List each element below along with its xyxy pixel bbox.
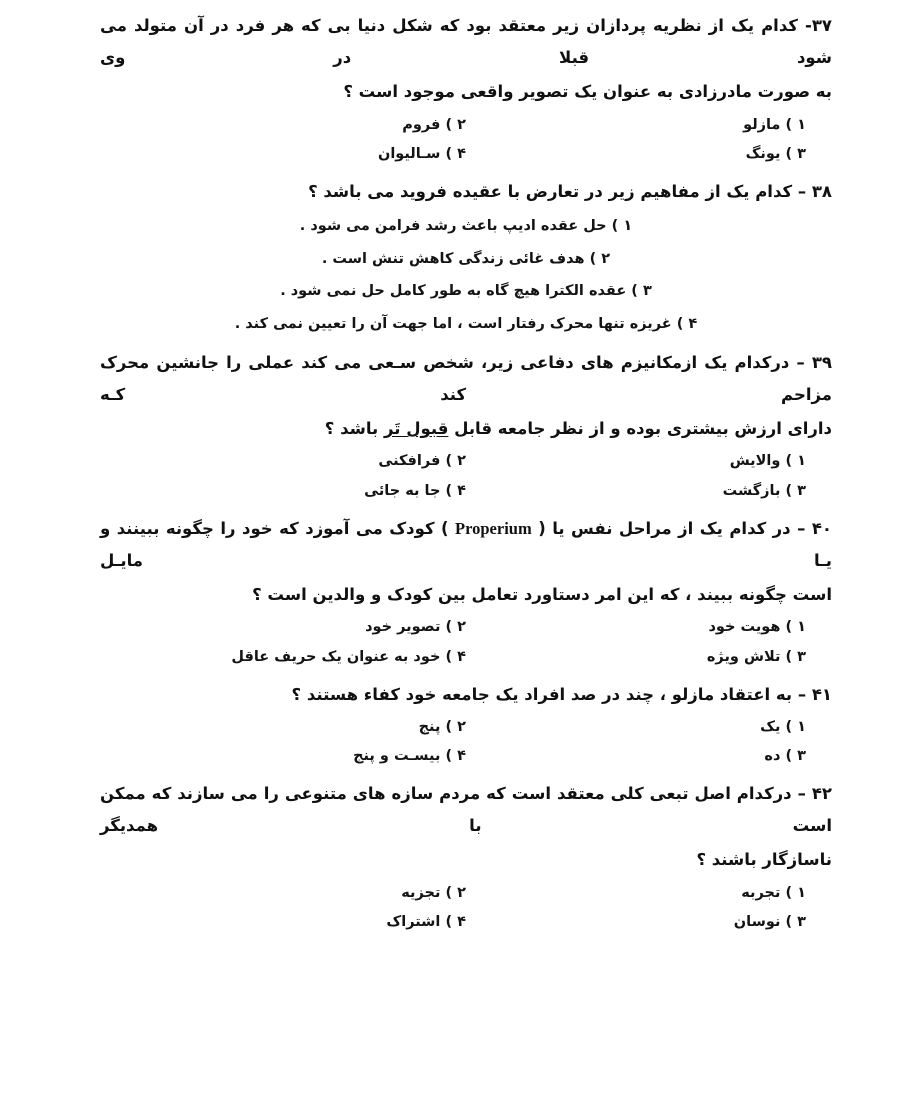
question-41-options (100, 713, 832, 772)
question-38-options (100, 210, 832, 341)
option-4[interactable]: ۴ ) جا به جائی (364, 482, 466, 499)
question-41-stem-text-1: به اعتقاد مازلو ، چند در صد افراد یک جامعه خود کفاء هستند ؟ (291, 684, 793, 704)
question-40 (100, 513, 832, 673)
question-40-number: ۴۰ – (797, 518, 832, 538)
question-38-stem-line-1 (100, 176, 832, 208)
question-42 (100, 778, 832, 938)
question-42-stem-line-2: ناسازگار باشند ؟ (696, 850, 832, 870)
option-3[interactable]: ۳ ) بازگشت (722, 482, 806, 499)
question-42-options (100, 879, 832, 938)
question-42-stem-line-1 (100, 778, 832, 842)
option-3[interactable]: ۳ ) تلاش ویژه (706, 648, 806, 665)
question-40-stem-text-1a: در کدام یک از مراحل نفس یا ( (538, 518, 791, 538)
question-40-stem-line-2: است چگونه ببیند ، که این امر دستاورد تعامل بین کودک و والدین است ؟ (252, 584, 832, 604)
question-40-stem-text-1b: ) کودک می آموزد که خود را چگونه ببینند و یـا مایـل (100, 518, 832, 570)
option-2[interactable]: ۲ ) فرافکنی (378, 453, 466, 470)
option-2[interactable]: ۲ ) پنج (418, 718, 466, 735)
option-2[interactable]: ۲ ) تصویر خود (365, 619, 466, 636)
question-39-stem-line-2: دارای ارزش بیشتری بوده و از نظر جامعه قابل قبول تَر باشد ؟ (324, 418, 832, 438)
question-38-number: ۳۸ – (797, 181, 832, 201)
option-1[interactable]: ۱ ) حل عقده ادیپ باعث رشد فرامن می شود . (299, 218, 633, 235)
option-1[interactable]: ۱ ) مازلو (743, 116, 806, 133)
option-4[interactable]: ۴ ) بیسـت و پنج (353, 748, 466, 765)
option-4[interactable]: ۴ ) غریزه تنها محرک رفتار است ، اما جهت آن را تعیین نمی کند . (234, 316, 698, 332)
option-2[interactable]: ۲ ) هدف غائی زندگی کاهش تنش است . (321, 250, 611, 267)
question-39-options (100, 447, 832, 506)
question-39-stem-line-1 (100, 347, 832, 411)
question-37-stem-text-1: کدام یک از نظریه پردازان زیر معتقد بود که شکل دنیا بی که هر فرد در آن متولد می شود قبلا در وی (100, 16, 832, 68)
option-3[interactable]: ۳ ) یونگ (745, 146, 806, 163)
question-42-stem-text-1: درکدام اصل تبعی کلی معتقد است که مردم سازه های متنوعی را می سازند که ممکن است با همدیگر (100, 784, 832, 836)
option-3[interactable]: ۳ ) نوسان (733, 914, 806, 931)
option-4[interactable]: ۴ ) خود به عنوان یک حریف عاقل (231, 648, 466, 665)
question-41-stem-line-1 (100, 679, 832, 711)
question-38-stem-text-1: کدام یک از مفاهیم زیر در تعارض با عقیده فروید می باشد ؟ (308, 181, 793, 201)
question-37-options (100, 111, 832, 170)
option-2[interactable]: ۲ ) تجزیه (401, 884, 466, 901)
question-40-stem-line-1 (100, 513, 832, 577)
question-37-number: ۳۷- (804, 16, 832, 35)
question-40-term-latin: Properium (455, 518, 532, 538)
option-1[interactable]: ۱ ) تجربه (741, 884, 806, 901)
question-40-options (100, 613, 832, 672)
question-42-number: ۴۲ – (797, 784, 832, 804)
option-1[interactable]: ۱ ) والایش (729, 453, 806, 470)
option-4[interactable]: ۴ ) سـالیوان (377, 146, 466, 163)
option-1[interactable]: ۱ ) هویت خود (708, 619, 806, 636)
question-41 (100, 679, 832, 773)
question-37 (100, 10, 832, 170)
option-1[interactable]: ۱ ) یک (760, 718, 806, 735)
question-39-number: ۳۹ – (796, 352, 833, 372)
question-37-stem-line-1 (100, 10, 832, 74)
option-4[interactable]: ۴ ) اشتراک (386, 914, 466, 931)
question-41-number: ۴۱ – (797, 684, 832, 704)
question-39 (100, 347, 832, 507)
question-39-stem-text-1: درکدام یک ازمکانیزم های دفاعی زیر، شخص سـعی می کند عملی را جانشین محرک مزاحم کند کـه (100, 352, 832, 404)
option-2[interactable]: ۲ ) فروم (402, 116, 466, 133)
option-3[interactable]: ۳ ) عقده الکترا هیچ گاه به طور کامل حل نمی شود . (280, 283, 652, 300)
question-37-stem-line-2: به صورت مادرزادی به عنوان یک تصویر واقعی موجود است ؟ (343, 82, 832, 102)
underlined-phrase: قبول تَر (383, 418, 449, 438)
question-38 (100, 176, 832, 341)
option-3[interactable]: ۳ ) ده (764, 748, 806, 765)
